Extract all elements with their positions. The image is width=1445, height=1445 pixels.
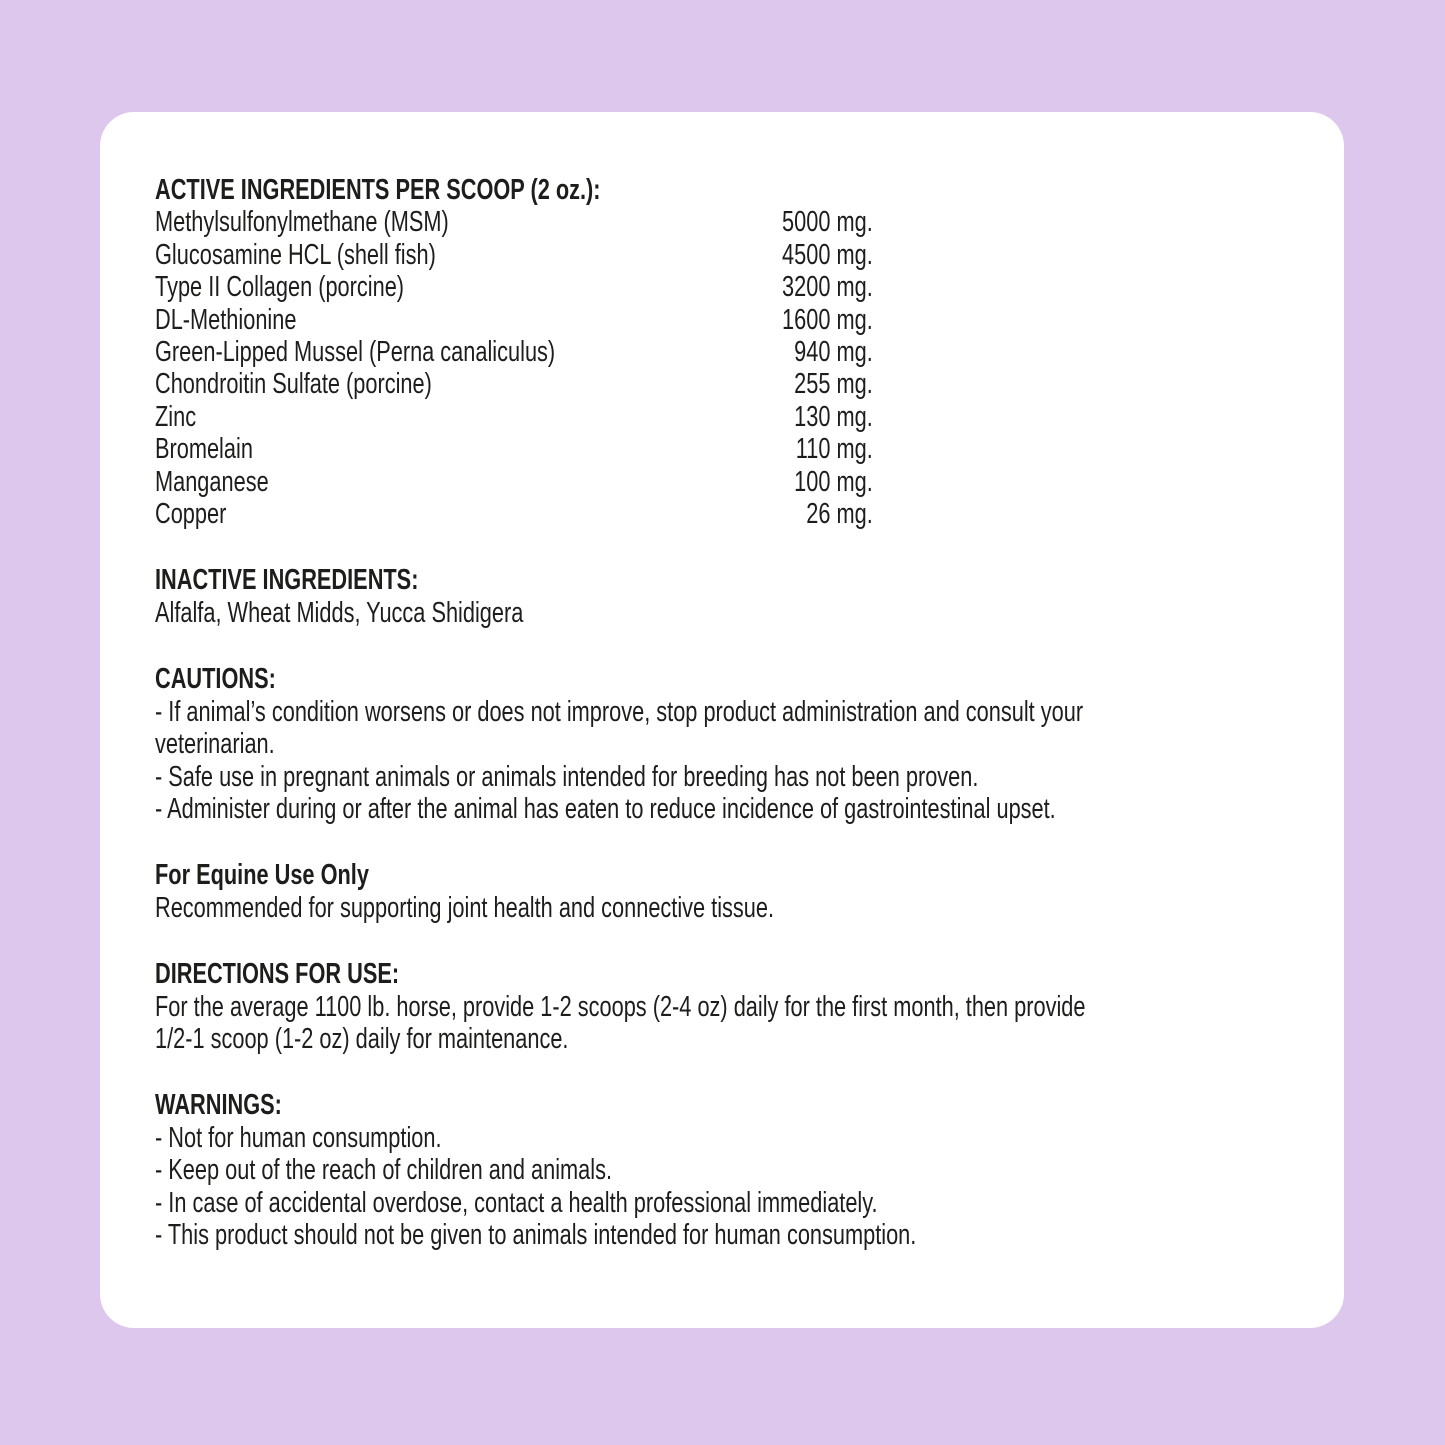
ingredient-amount: 130 mg.: [794, 400, 873, 433]
inactive-ingredients-body: Alfalfa, Wheat Midds, Yucca Shidigera: [155, 596, 524, 629]
ingredient-amount: 100 mg.: [794, 465, 873, 498]
ingredient-row: [155, 498, 873, 530]
equine-use-body: Recommended for supporting joint health and connective tissue.: [155, 891, 775, 924]
ingredient-row: [155, 271, 873, 303]
directions-section: [155, 958, 1292, 1055]
ingredient-amount: 5000 mg.: [782, 206, 873, 239]
directions-line: 1/2-1 scoop (1-2 oz) daily for maintenance.: [155, 1022, 569, 1055]
label-card: [100, 112, 1344, 1328]
warning-line: - Not for human consumption.: [155, 1121, 442, 1154]
ingredient-name: Chondroitin Sulfate (porcine): [155, 368, 432, 401]
warning-line: - This product should not be given to animals intended for human consumption.: [155, 1218, 917, 1251]
inactive-ingredients-heading: INACTIVE INGREDIENTS:: [155, 564, 419, 597]
ingredient-amount: 940 mg.: [794, 336, 873, 369]
ingredient-row: [155, 401, 873, 433]
ingredient-amount: 3200 mg.: [782, 271, 873, 304]
ingredient-amount: 26 mg.: [806, 498, 873, 531]
caution-line: veterinarian.: [155, 728, 275, 761]
ingredient-name: Bromelain: [155, 433, 253, 466]
ingredient-name: Manganese: [155, 465, 269, 498]
warnings-section: [155, 1089, 1292, 1251]
cautions-section: [155, 663, 1292, 825]
ingredient-name: Green-Lipped Mussel (Perna canaliculus): [155, 336, 556, 369]
ingredient-row: [155, 368, 873, 400]
directions-heading: DIRECTIONS FOR USE:: [155, 958, 400, 991]
ingredient-row: [155, 336, 873, 368]
active-ingredients-heading: ACTIVE INGREDIENTS PER SCOOP (2 oz.):: [155, 174, 601, 206]
caution-line: - If animal’s condition worsens or does not improve, stop product administration and consult your: [155, 695, 1084, 728]
caution-line: - Administer during or after the animal has eaten to reduce incidence of gastrointestinal upset.: [155, 792, 1056, 825]
ingredient-amount: 255 mg.: [794, 368, 873, 401]
active-ingredients-section: [155, 174, 1292, 530]
cautions-heading: CAUTIONS:: [155, 663, 276, 696]
ingredient-amount: 4500 mg.: [782, 238, 873, 271]
warning-line: - In case of accidental overdose, contact a health professional immediately.: [155, 1186, 878, 1219]
ingredient-row: [155, 433, 873, 465]
ingredient-amount: 1600 mg.: [782, 303, 873, 336]
ingredient-name: Methylsulfonylmethane (MSM): [155, 206, 449, 239]
equine-use-heading: For Equine Use Only: [155, 859, 369, 892]
ingredient-row: [155, 239, 873, 271]
ingredient-name: Copper: [155, 498, 227, 531]
ingredient-name: Zinc: [155, 400, 197, 433]
warnings-heading: WARNINGS:: [155, 1089, 282, 1122]
ingredient-row: [155, 206, 873, 238]
ingredient-name: Type II Collagen (porcine): [155, 271, 405, 304]
directions-line: For the average 1100 lb. horse, provide 1-2 scoops (2-4 oz) daily for the first month, then provide: [155, 990, 1086, 1023]
equine-use-section: [155, 859, 1292, 924]
label-content: [155, 174, 1292, 1251]
ingredient-name: DL-Methionine: [155, 303, 297, 336]
ingredient-row: [155, 304, 873, 336]
inactive-ingredients-section: [155, 564, 1292, 629]
ingredient-amount: 110 mg.: [795, 433, 873, 466]
warning-line: - Keep out of the reach of children and animals.: [155, 1154, 613, 1187]
ingredient-name: Glucosamine HCL (shell fish): [155, 238, 436, 271]
caution-line: - Safe use in pregnant animals or animals intended for breeding has not been proven.: [155, 760, 979, 793]
ingredient-row: [155, 466, 873, 498]
